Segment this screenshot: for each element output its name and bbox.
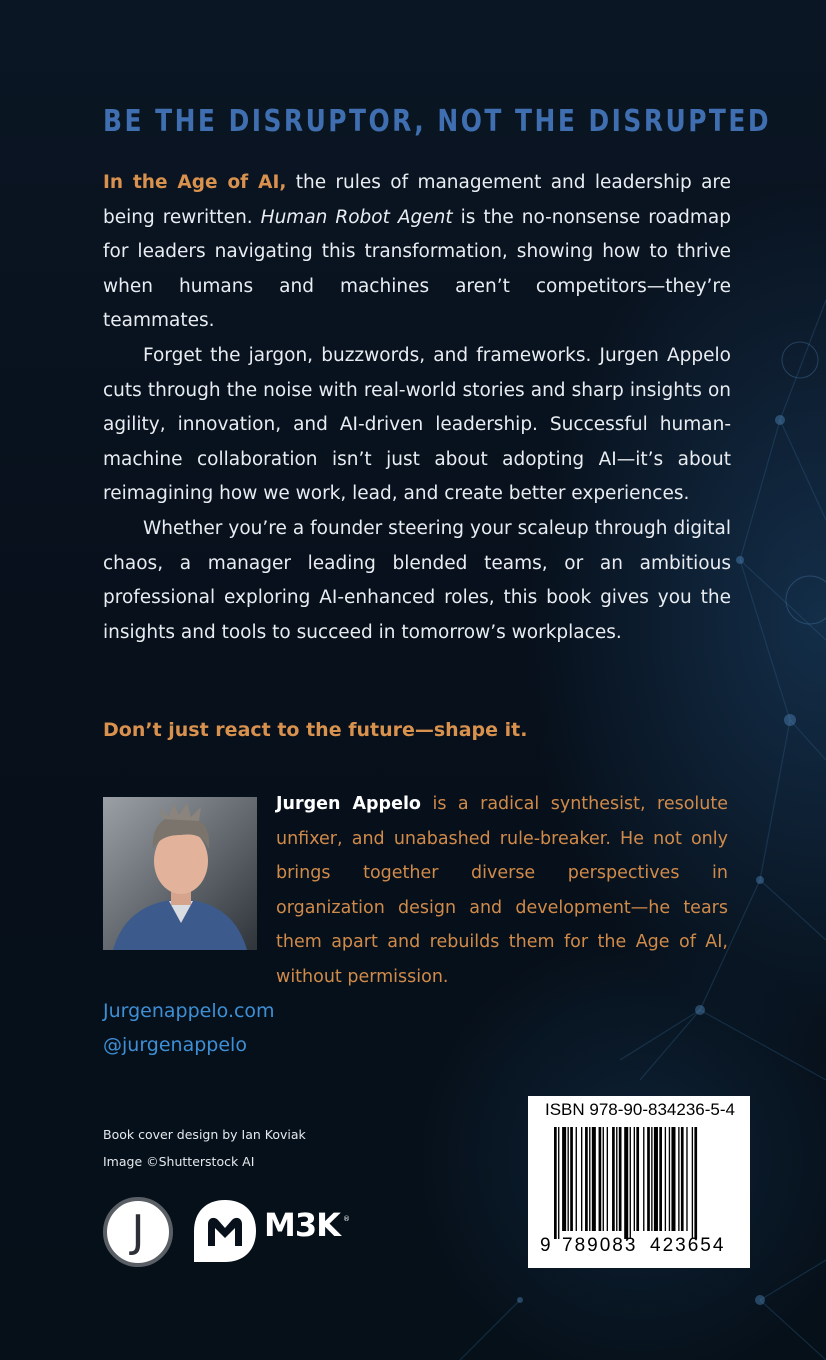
barcode-digit-first: 9: [540, 1235, 551, 1256]
barcode-bar: [643, 1127, 644, 1231]
social-handle-link[interactable]: @jurgenappelo: [103, 1034, 247, 1056]
barcode-bar: [581, 1127, 582, 1231]
image-credit: Image ©Shutterstock AI: [103, 1154, 255, 1169]
j-logo-icon: [103, 1197, 173, 1267]
barcode-bar: [589, 1127, 590, 1231]
barcode-bar: [630, 1127, 631, 1239]
publisher-name: M3K: [264, 1206, 340, 1244]
author-bio-text: is a radical synthesist, resolute unfixer, and unabashed rule-breaker. He not only brings together diverse perspectives in organization design and development—he tears them apart and rebuilds them for the Age of AI, without permission.: [276, 794, 728, 987]
book-title: Human Robot Agent: [260, 206, 453, 228]
barcode-icon: [540, 1127, 738, 1239]
barcode-digits-right: 423654: [650, 1235, 726, 1256]
blurb-paragraph-1: [103, 166, 731, 339]
barcode-bar: [634, 1127, 635, 1231]
blurb-text-a: the rules of management and leadership are being rewritten.: [103, 172, 731, 228]
book-blurb: [103, 166, 731, 650]
blurb-lead: In the Age of AI,: [103, 172, 287, 193]
isbn-label: ISBN 978-90-834236-5-4: [545, 1100, 735, 1119]
barcode-bar: [619, 1127, 622, 1231]
author-links: [103, 994, 275, 1062]
barcode-bar: [654, 1127, 658, 1231]
blurb-text-b: is the no-nonsense roadmap for leaders navigating this transformation, showing how to thrive when humans and machines aren’t competitors—they’re teammates.: [103, 206, 732, 332]
barcode-bar: [665, 1127, 666, 1231]
barcode-bar: [651, 1127, 652, 1231]
barcode-bar: [558, 1127, 559, 1239]
barcode-bar: [681, 1127, 684, 1231]
j-logo-letter: J: [131, 1206, 145, 1257]
barcode-bar: [671, 1127, 675, 1231]
barcode-bar: [592, 1127, 596, 1231]
barcode-bar: [599, 1127, 602, 1231]
author-name: Jurgen Appelo: [276, 794, 421, 814]
design-credit: Book cover design by Ian Koviak: [103, 1127, 306, 1142]
tagline: Don’t just react to the future—shape it.: [103, 719, 528, 741]
registered-mark: ®: [343, 1215, 350, 1223]
barcode-bar: [612, 1127, 615, 1231]
blurb-paragraph-2: Forget the jargon, buzzwords, and frameworks. Jurgen Appelo cuts through the noise with real-world stories and sharp insights on agility, innovation, and AI-driven leadership. Successful human-machine collaboration isn’t just about adopting AI—it’s about reimagining how we work, lead, and create better experiences.: [103, 344, 731, 505]
barcode-digits-left: 789083: [562, 1235, 638, 1256]
barcode-bar: [570, 1127, 573, 1231]
barcode-bar: [686, 1127, 687, 1231]
barcode-bar: [669, 1127, 670, 1231]
barcode-bar: [607, 1127, 608, 1231]
barcode-bar: [659, 1127, 662, 1231]
barcode-bar: [692, 1127, 693, 1239]
barcode-bar: [576, 1127, 577, 1231]
barcode-bar: [636, 1127, 639, 1231]
barcode-bar: [616, 1127, 617, 1231]
website-link[interactable]: Jurgenappelo.com: [103, 1000, 275, 1022]
barcode-bar: [554, 1127, 557, 1239]
barcode-bar: [694, 1127, 697, 1239]
author-photo: [103, 797, 257, 950]
barcode-bar: [647, 1127, 650, 1231]
barcode-bar: [624, 1127, 628, 1239]
barcode-bar: [603, 1127, 604, 1231]
headline: BE THE DISRUPTOR, NOT THE DISRUPTED: [103, 104, 772, 139]
blurb-paragraph-3: Whether you’re a founder steering your scaleup through digital chaos, a manager leading blended teams, or an ambitious professional exploring AI-enhanced roles, this book gives you the insights and tools to succeed in tomorrow’s workplaces.: [103, 517, 731, 643]
barcode-bar: [585, 1127, 588, 1231]
author-portrait-icon: [103, 797, 257, 950]
barcode-bar: [678, 1127, 679, 1231]
m3k-logo-icon: [192, 1198, 258, 1264]
barcode-bar: [568, 1127, 569, 1231]
author-bio: [276, 787, 728, 995]
cover-credits: [103, 1121, 306, 1175]
barcode-bar: [562, 1127, 566, 1231]
